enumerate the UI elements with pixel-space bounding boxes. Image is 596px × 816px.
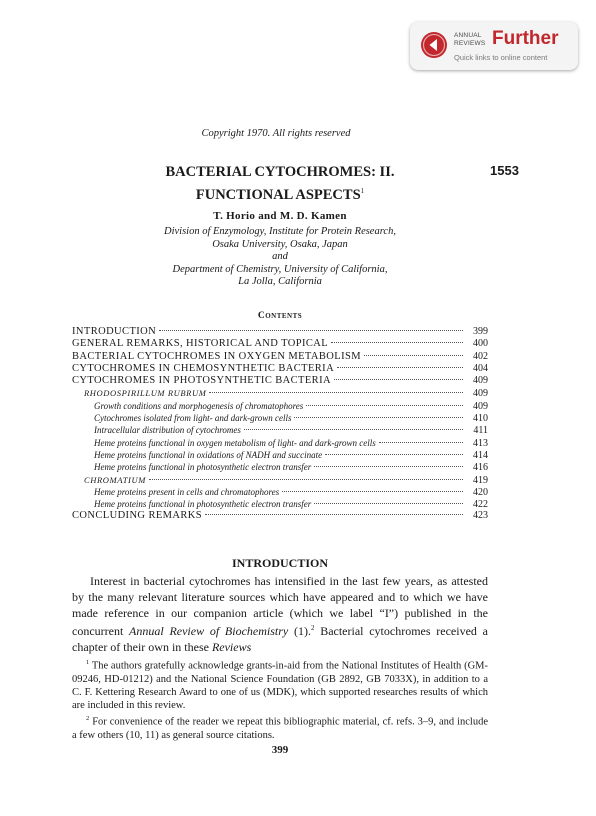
toc-entry-label: Heme proteins functional in photosynthetic electron transfer (94, 462, 312, 473)
toc-entry-label: BACTERIAL CYTOCHROMES IN OXYGEN METABOLISM (72, 350, 361, 362)
toc-leader-dots (325, 454, 463, 455)
contents-heading: Contents (257, 311, 303, 321)
arrow-left-circle-icon (420, 31, 448, 59)
toc-leader-dots (282, 491, 463, 492)
further-label: Further (492, 28, 559, 49)
journal-page-number: 1553 (490, 163, 519, 178)
toc-entry[interactable] (72, 351, 488, 363)
toc-entry-label: Cytochromes isolated from light- and dark-grown cells (94, 413, 292, 424)
toc-entry-label: Heme proteins functional in oxidations of NADH and succinate (94, 449, 323, 460)
page-number: 399 (271, 744, 289, 756)
toc-entry[interactable] (72, 400, 488, 412)
toc-entry-page: 409 (473, 375, 488, 387)
toc-entry-page: 420 (473, 486, 488, 498)
affiliation-line: La Jolla, California (238, 276, 322, 288)
toc-entry[interactable] (72, 424, 488, 436)
toc-entry-label: CYTOCHROMES IN CHEMOSYNTHETIC BACTERIA (72, 362, 335, 374)
widget-subtitle[interactable]: Quick links to online content (454, 53, 548, 62)
body-paragraph: Interest in bacterial cytochromes has intensified in the last few years, as attested by the many relevant literature sources which have appeared and to which we have made reference in our companion article (which we label “I”) published in the concurrent Annual Review of Biochemistry (1).$^2$ Bacterial cytochromes received a chapter of their own in these Reviews (72, 574, 488, 655)
toc-leader-dots (337, 367, 463, 368)
toc-entry[interactable] (72, 326, 488, 338)
title-footnote-mark: 1 (360, 187, 365, 195)
toc-entry-page: 399 (473, 326, 488, 337)
toc-leader-dots (294, 417, 463, 418)
toc-leader-dots (159, 330, 463, 331)
affiliations (90, 226, 470, 289)
toc-entry-page: 404 (473, 362, 488, 374)
toc-entry-label: CYTOCHROMES IN PHOTOSYNTHETIC BACTERIA (72, 375, 331, 387)
toc-leader-dots (314, 466, 463, 467)
toc-entry-label: Heme proteins present in cells and chromatophores (94, 486, 280, 497)
toc-leader-dots (331, 342, 463, 343)
toc-entry[interactable] (72, 449, 488, 461)
affiliation-line: Department of Chemistry, University of California, (172, 263, 388, 275)
annual-reviews-further-widget[interactable] (410, 22, 578, 70)
footnote-ref: 2 (310, 624, 315, 633)
widget-title (454, 29, 559, 49)
toc-entry-label: Growth conditions and morphogenesis of chromatophores (94, 400, 304, 411)
toc-entry-label: RHODOSPIRILLUM RUBRUM (84, 388, 207, 399)
article-title (100, 163, 460, 205)
footnotes (72, 656, 488, 742)
toc-entry-page: 409 (473, 400, 488, 412)
toc-leader-dots (209, 392, 463, 393)
toc-entry-page: 419 (473, 474, 488, 486)
toc-leader-dots (244, 429, 463, 430)
table-of-contents (72, 326, 488, 523)
toc-entry-label: CONCLUDING REMARKS (72, 510, 203, 522)
toc-entry-label: Heme proteins functional in photosynthetic electron transfer (94, 499, 312, 510)
footnote: $^1$ The authors gratefully acknowledge grants-in-aid from the National Institutes of Health (GM-09246, HD-01212) and the National Science Foundation (GB 2892, GB 7033X), in addition to a C. F. Kettering Research Award to one of us (MDK), which supported researches results of which are included in this review. (72, 659, 488, 712)
toc-entry-page: 400 (473, 338, 488, 350)
authors: T. Horio and M. D. Kamen (213, 210, 347, 222)
affiliation-line: Osaka University, Osaka, Japan (212, 238, 348, 250)
toc-entry-page: 416 (473, 462, 488, 474)
toc-entry-label: INTRODUCTION (72, 326, 157, 337)
toc-entry-label: Intracellular distribution of cytochromes (94, 425, 241, 436)
toc-leader-dots (364, 355, 463, 356)
toc-leader-dots (379, 442, 463, 443)
annual-reviews-logo-text: ANNUAL REVIEWS (454, 32, 486, 47)
toc-entry-label: CHROMATIUM (84, 474, 146, 485)
toc-entry-label: GENERAL REMARKS, HISTORICAL AND TOPICAL (72, 338, 329, 350)
affiliation-line: Division of Enzymology, Institute for Protein Research, (164, 226, 396, 237)
copyright-notice: Copyright 1970. All rights reserved (201, 128, 351, 139)
toc-entry-page: 410 (473, 413, 488, 425)
toc-leader-dots (306, 405, 463, 406)
title-line-1: BACTERIAL CYTOCHROMES: II. (165, 164, 395, 180)
toc-entry[interactable] (72, 461, 488, 473)
toc-entry-page: 409 (473, 388, 488, 400)
toc-entry[interactable] (72, 338, 488, 350)
toc-entry[interactable] (72, 387, 488, 399)
toc-entry[interactable] (72, 363, 488, 375)
toc-entry-page: 414 (473, 449, 488, 461)
toc-entry[interactable] (72, 412, 488, 424)
toc-entry-page: 402 (473, 350, 488, 362)
toc-entry-page: 422 (473, 499, 488, 511)
section-heading: INTRODUCTION (231, 556, 328, 570)
toc-entry[interactable] (72, 510, 488, 522)
toc-entry[interactable] (72, 474, 488, 486)
affiliation-line: and (272, 251, 288, 263)
toc-entry[interactable] (72, 498, 488, 510)
toc-leader-dots (334, 379, 463, 380)
toc-leader-dots (149, 479, 463, 480)
toc-entry[interactable] (72, 437, 488, 449)
toc-entry-page: 413 (473, 437, 488, 449)
journal-title: Annual Review of Biochemistry (129, 624, 289, 639)
toc-leader-dots (205, 514, 463, 515)
toc-leader-dots (314, 503, 463, 504)
reviews-title: Reviews (211, 640, 252, 655)
toc-entry-page: 423 (473, 510, 488, 522)
toc-entry[interactable] (72, 486, 488, 498)
toc-entry-label: Heme proteins functional in oxygen metabolism of light- and dark-grown cells (94, 437, 376, 448)
toc-entry[interactable] (72, 375, 488, 387)
toc-entry-page: 411 (473, 425, 488, 437)
footnote: $^2$ For convenience of the reader we repeat this bibliographic material, cf. refs. 3–9, and include a few others (10, 11) as general source citations. (72, 715, 488, 742)
title-line-2: FUNCTIONAL ASPECTS$^1$ (195, 186, 365, 203)
